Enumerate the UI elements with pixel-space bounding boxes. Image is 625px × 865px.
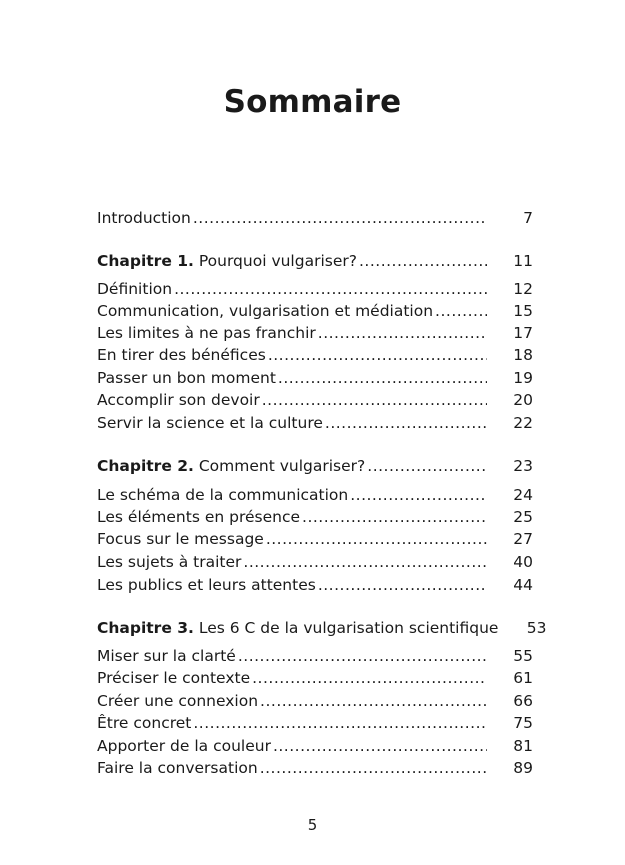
dot-leader [359,250,487,272]
chapter-number: Chapitre 1. [97,252,194,270]
toc-entry-page: 7 [523,209,533,227]
toc-chapter-heading [97,250,357,272]
toc-entry[interactable] [97,574,533,596]
toc-entry-page: 40 [513,553,533,571]
toc-chapter-3[interactable] [97,617,547,639]
chapter-title: Les 6 C de la vulgarisation scientifique [198,619,499,637]
chapter-number: Chapitre 2. [97,457,194,475]
toc-entry-label: Être concret [97,714,192,732]
toc-entry-label: Les éléments en présence [97,508,301,526]
toc-entry[interactable] [97,690,533,712]
dot-leader [193,712,487,734]
toc-entry-label: Introduction [97,209,191,227]
chapter-number: Chapitre 3. [97,619,194,637]
toc-entry[interactable] [97,278,533,300]
toc-entry-page: 61 [513,669,533,687]
dot-leader [318,322,487,344]
toc-entry-label: Apporter de la couleur [97,737,271,755]
toc-chapter-heading [97,455,365,477]
toc-entry[interactable] [97,322,533,344]
toc-entry-page: 44 [513,576,533,594]
toc-entry-page: 23 [513,457,533,475]
toc-entry-page: 75 [513,714,533,732]
toc-entry-label: Passer un bon moment [97,369,276,387]
dot-leader [266,528,487,550]
toc-entry[interactable] [97,551,533,573]
toc-entry-label: Préciser le contexte [97,669,251,687]
toc-entry[interactable] [97,757,533,779]
page-number: 5 [307,816,318,834]
toc-entry-page: 18 [513,346,533,364]
toc-entry-page: 12 [513,280,533,298]
chapter-title: Pourquoi vulgariser? [198,252,357,270]
toc-entry-page: 81 [513,737,533,755]
toc-entry[interactable] [97,506,533,528]
dot-leader [367,455,487,477]
dot-leader [318,574,487,596]
toc-entry-introduction[interactable] [97,207,533,229]
toc-entry-page: 19 [513,369,533,387]
toc-entry[interactable] [97,412,533,434]
dot-leader [350,484,487,506]
dot-leader [260,757,487,779]
dot-leader [435,300,487,322]
toc-entry[interactable] [97,667,533,689]
dot-leader [193,207,487,229]
toc-entry-label: Servir la science et la culture [97,414,323,432]
toc-entry-label: En tirer des bénéfices [97,346,266,364]
dot-leader [252,667,487,689]
toc-entry[interactable] [97,389,533,411]
toc-entry[interactable] [97,528,533,550]
toc-entry-page: 20 [513,391,533,409]
toc-entry[interactable] [97,367,533,389]
toc-chapter-2[interactable] [97,455,533,477]
toc-entry-label: Les sujets à traiter [97,553,242,571]
toc-entry-page: 25 [513,508,533,526]
dot-leader [268,344,487,366]
dot-leader [260,690,487,712]
toc-entry-page: 11 [513,252,533,270]
toc-entry-page: 53 [526,619,547,637]
toc-entry-page: 17 [513,324,533,342]
toc-entry[interactable] [97,712,533,734]
dot-leader [325,412,487,434]
toc-entry-label: Créer une connexion [97,692,259,710]
toc-entry-label: Les limites à ne pas franchir [97,324,316,342]
toc-entry-label: Définition [97,280,173,298]
toc-entry[interactable] [97,300,533,322]
toc-entry[interactable] [97,645,533,667]
toc-entry-page: 66 [513,692,533,710]
toc-entry-page: 24 [513,486,533,504]
toc-entry-label: Le schéma de la communication [97,486,349,504]
dot-leader [238,645,487,667]
toc-entry-label: Accomplir son devoir [97,391,260,409]
toc-entry-page: 89 [513,759,533,777]
toc-entry[interactable] [97,484,533,506]
chapter-title: Comment vulgariser? [198,457,366,475]
toc-entry-page: 55 [513,647,533,665]
toc-entry[interactable] [97,735,533,757]
dot-leader [302,506,487,528]
toc-entry-page: 15 [513,302,533,320]
toc-entry-label: Focus sur le message [97,530,264,548]
toc-entry-label: Les publics et leurs attentes [97,576,316,594]
toc-chapter-heading [97,617,498,639]
toc-entry-page: 27 [513,530,533,548]
page-title: Sommaire [223,84,402,120]
toc-entry-page: 22 [513,414,533,432]
dot-leader [174,278,487,300]
dot-leader [278,367,487,389]
dot-leader [262,389,487,411]
dot-leader [243,551,487,573]
toc-entry-label: Miser sur la clarté [97,647,236,665]
toc-chapter-1[interactable] [97,250,533,272]
toc-entry-label: Faire la conversation [97,759,258,777]
toc-entry[interactable] [97,344,533,366]
toc-entry-label: Communication, vulgarisation et médiation [97,302,434,320]
dot-leader [273,735,487,757]
